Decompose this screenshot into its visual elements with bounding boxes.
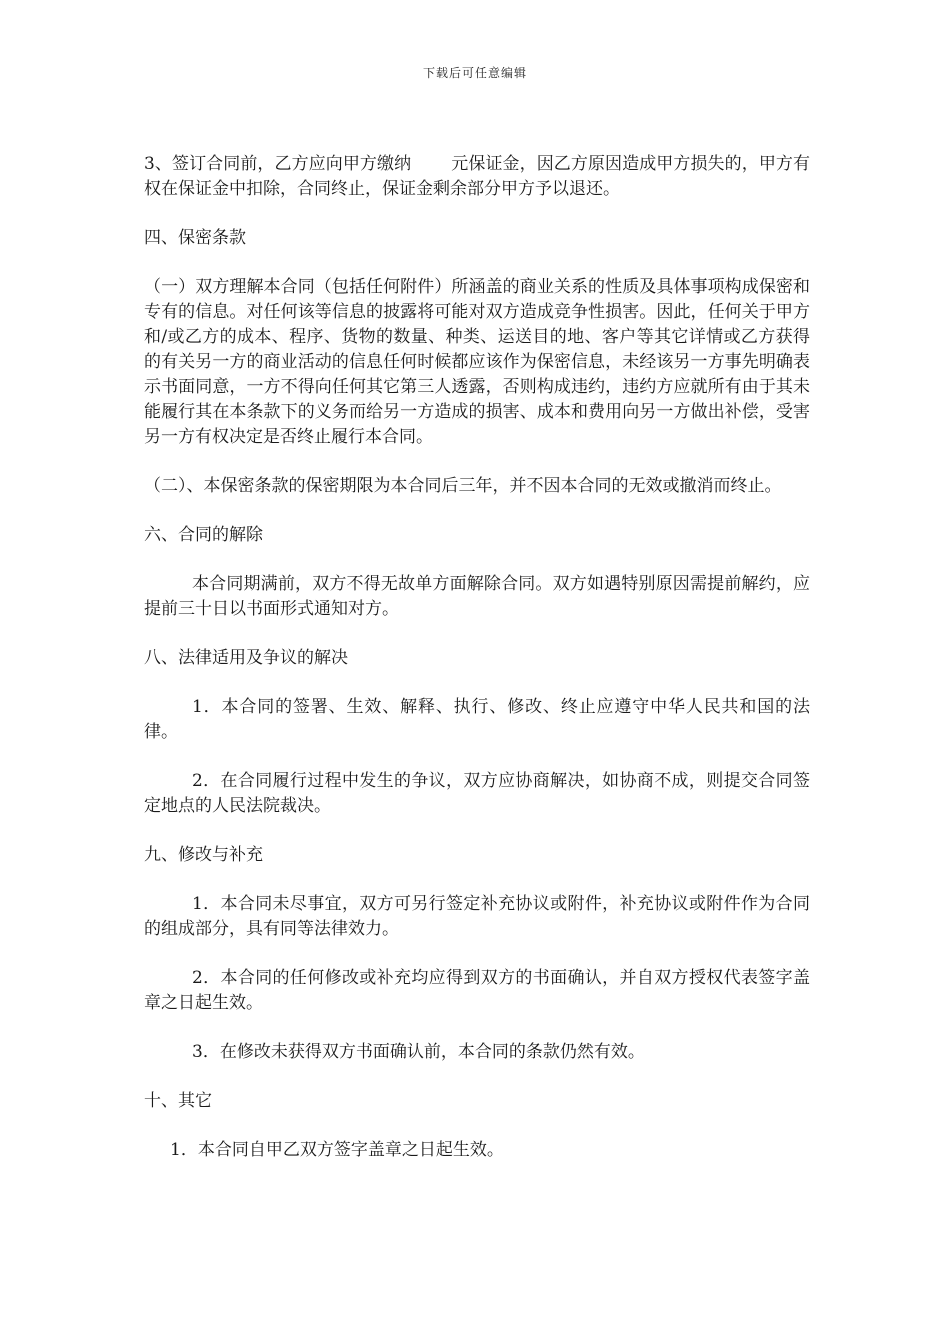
clause-confidentiality-1: （一）双方理解本合同（包括任何附件）所涵盖的商业关系的性质及具体事项构成保密和专有的信息。对任何该等信息的披露将可能对双方造成竞争性损害。因此，任何关于甲方和/或乙方的成本、程序、货物的数量、种类、运送目的地、客户等其它详情或乙方获得的有关另一方的商业活动的信息任何时候都应该作为保密信息，未经该另一方事先明确表示书面同意，一方不得向任何其它第三人透露，否则构成违约，违约方应就所有由于其未能履行其在本条款下的义务而给另一方造成的损害、成本和费用向另一方做出补偿，受害另一方有权决定是否终止履行本合同。	[144, 277, 810, 447]
section-heading-termination: 六、合同的解除	[144, 525, 263, 545]
clause-deposit	[144, 152, 810, 202]
clause-amendment-1: 1．本合同未尽事宜，双方可另行签定补充协议或附件，补充协议或附件作为合同的组成部分，具有同等法律效力。	[144, 894, 810, 939]
clause-deposit-text-b: 元保证金，因乙方原因造成甲方损失的，甲方有权在保证金中扣除，合同终止，保证金剩余部分甲方予以退还。	[144, 154, 810, 199]
clause-termination: 本合同期满前，双方不得无故单方面解除合同。双方如遇特别原因需提前解约，应提前三十日以书面形式通知对方。	[144, 574, 810, 619]
contract-body	[144, 152, 810, 1187]
clause-deposit-text-a: 3、签订合同前，乙方应向甲方缴纳	[144, 154, 412, 174]
clause-confidentiality-2: （二）、本保密条款的保密期限为本合同后三年，并不因本合同的无效或撤消而终止。	[144, 476, 782, 496]
clause-law-2: 2．在合同履行过程中发生的争议，双方应协商解决，如协商不成，则提交合同签定地点的人民法院裁决。	[144, 771, 810, 816]
clause-other-1: 1．本合同自甲乙双方签字盖章之日起生效。	[170, 1140, 504, 1160]
clause-amendment-3: 3．在修改未获得双方书面确认前，本合同的条款仍然有效。	[192, 1042, 645, 1062]
section-heading-confidentiality: 四、保密条款	[144, 228, 246, 248]
section-heading-amendment: 九、修改与补充	[144, 845, 263, 865]
clause-law-1: 1．本合同的签署、生效、解释、执行、修改、终止应遵守中华人民共和国的法律。	[144, 697, 810, 742]
section-heading-law: 八、法律适用及争议的解决	[144, 648, 348, 668]
page-header-note: 下载后可任意编辑	[422, 66, 527, 80]
clause-amendment-2: 2．本合同的任何修改或补充均应得到双方的书面确认，并自双方授权代表签字盖章之日起生效。	[144, 968, 810, 1013]
section-heading-other: 十、其它	[144, 1091, 212, 1111]
